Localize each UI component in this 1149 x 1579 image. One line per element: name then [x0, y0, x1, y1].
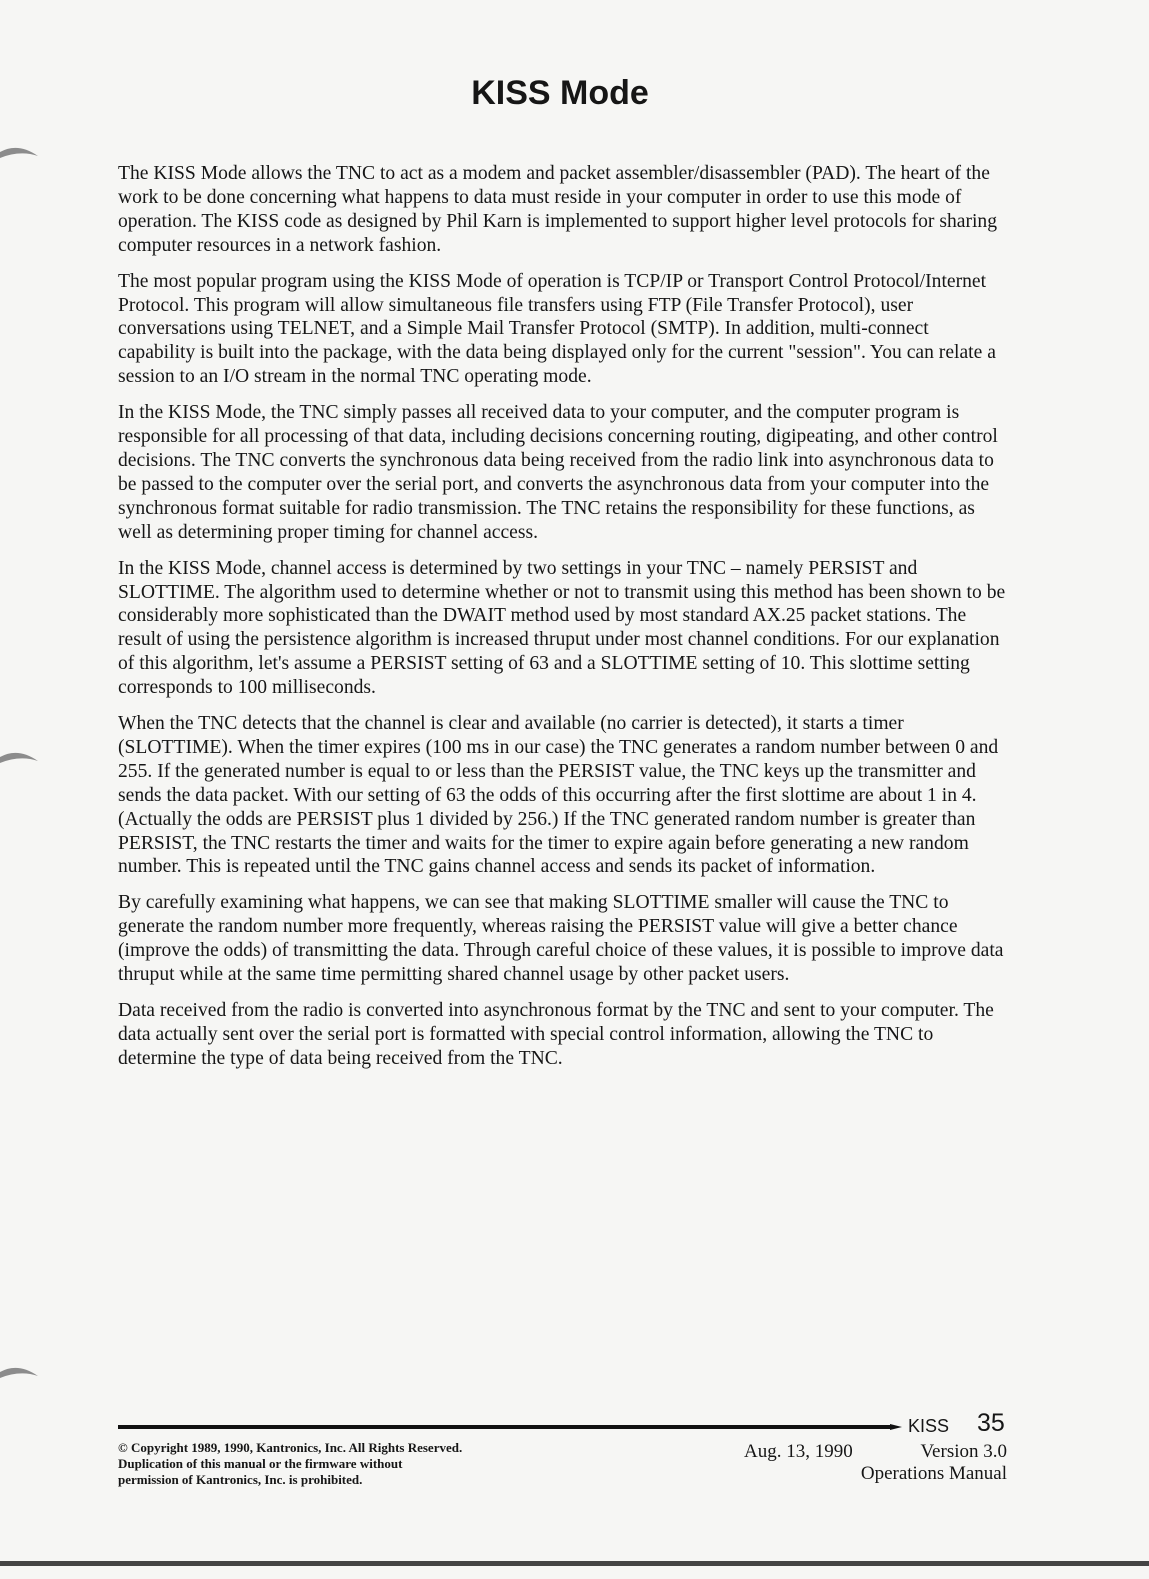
copyright-notice — [118, 1440, 462, 1488]
paragraph: In the KISS Mode, the TNC simply passes all received data to your computer, and the computer program is responsible for all processing of that data, including decisions concerning routing, digipeating, and other control decisions. The TNC converts the synchronous data being received from the radio link into asynchronous data to be passed to the computer over the serial port, and converts the asynchronous data from your computer into the synchronous format suitable for radio transmission. The TNC retains the responsibility for these functions, as well as determining proper timing for channel access. — [118, 402, 998, 543]
page-bottom-edge — [0, 1561, 1149, 1566]
paragraph: When the TNC detects that the channel is clear and available (no carrier is detected), it starts a timer (SLOTTIME). When the timer expires (100 ms in our case) the TNC generates a random number between 0 and 255. If the generated number is equal to or less than the PERSIST value, the TNC keys up the transmitter and sends the data packet. With our setting of 63 the odds of this occurring after the first slottime are about 1 in 4. (Actually the odds are PERSIST plus 1 divided by 256.) If the TNC generated random number is greater than PERSIST, the TNC restarts the timer and waits for the timer to expire again before generating a new random number. This is repeated until the TNC gains channel access and sends its packet of information. — [118, 713, 999, 878]
page-title: KISS Mode — [471, 74, 649, 112]
copyright-line: Duplication of this manual or the firmware without — [118, 1456, 403, 1471]
paragraph: The KISS Mode allows the TNC to act as a modem and packet assembler/disassembler (PAD). The heart of the work to be done concerning what happens to data must reside in your computer in order to use this mode of operation. The KISS code as designed by Phil Karn is implemented to support higher level protocols for sharing computer resources in a network fashion. — [118, 163, 998, 256]
footer-version: Version 3.0 — [920, 1441, 1007, 1462]
section-name: KISS — [908, 1416, 950, 1436]
copyright-line: © Copyright 1989, 1990, Kantronics, Inc. All Rights Reserved. — [118, 1440, 463, 1455]
footer-rule — [118, 1425, 890, 1429]
paragraph: By carefully examining what happens, we can see that making SLOTTIME smaller will cause the TNC to generate the random number more frequently, whereas raising the PERSIST value will give a better chance (improve the odds) of transmitting the data. Through careful choice of these values, it is possible to improve data thruput while at the same time permitting shared channel usage by other packet users. — [118, 892, 1004, 986]
paragraph: The most popular program using the KISS Mode of operation is TCP/IP or Transport Control Protocol/Internet Protocol. This program will allow simultaneous file transfers using FTP (File Transfer Protocol), user conversations using TELNET, and a Simple Mail Transfer Protocol (SMTP). In addition, multi-connect capability is built into the package, with the data being displayed only for the current "session". You can relate a session to an I/O stream in the normal TNC operating mode. — [118, 270, 996, 388]
body-text — [118, 162, 1008, 1083]
page-number: 35 — [977, 1409, 1005, 1437]
paragraph: Data received from the radio is converted into asynchronous format by the TNC and sent to your computer. The data actually sent over the serial port is formatted with special control information, allowing the TNC to determine the type of data being received from the TNC. — [118, 1000, 994, 1069]
footer-date: Aug. 13, 1990 — [744, 1441, 853, 1462]
footer-manual-name: Operations Manual — [860, 1463, 1007, 1484]
binder-hole-mark — [0, 140, 46, 168]
binder-hole-mark — [0, 745, 46, 773]
copyright-line: permission of Kantronics, Inc. is prohibited. — [118, 1472, 363, 1487]
paragraph: In the KISS Mode, channel access is determined by two settings in your TNC – namely PERSIST and SLOTTIME. The algorithm used to determine whether or not to transmit using this method has been shown to be considerably more sophisticated than the DWAIT method used by most standard AX.25 packet stations. The result of using the persistence algorithm is increased thruput under most channel conditions. For our explanation of this algorithm, let's assume a PERSIST setting of 63 and a SLOTTIME setting of 10. This slottime setting corresponds to 100 milliseconds. — [118, 557, 1006, 699]
binder-hole-mark — [0, 1360, 46, 1388]
